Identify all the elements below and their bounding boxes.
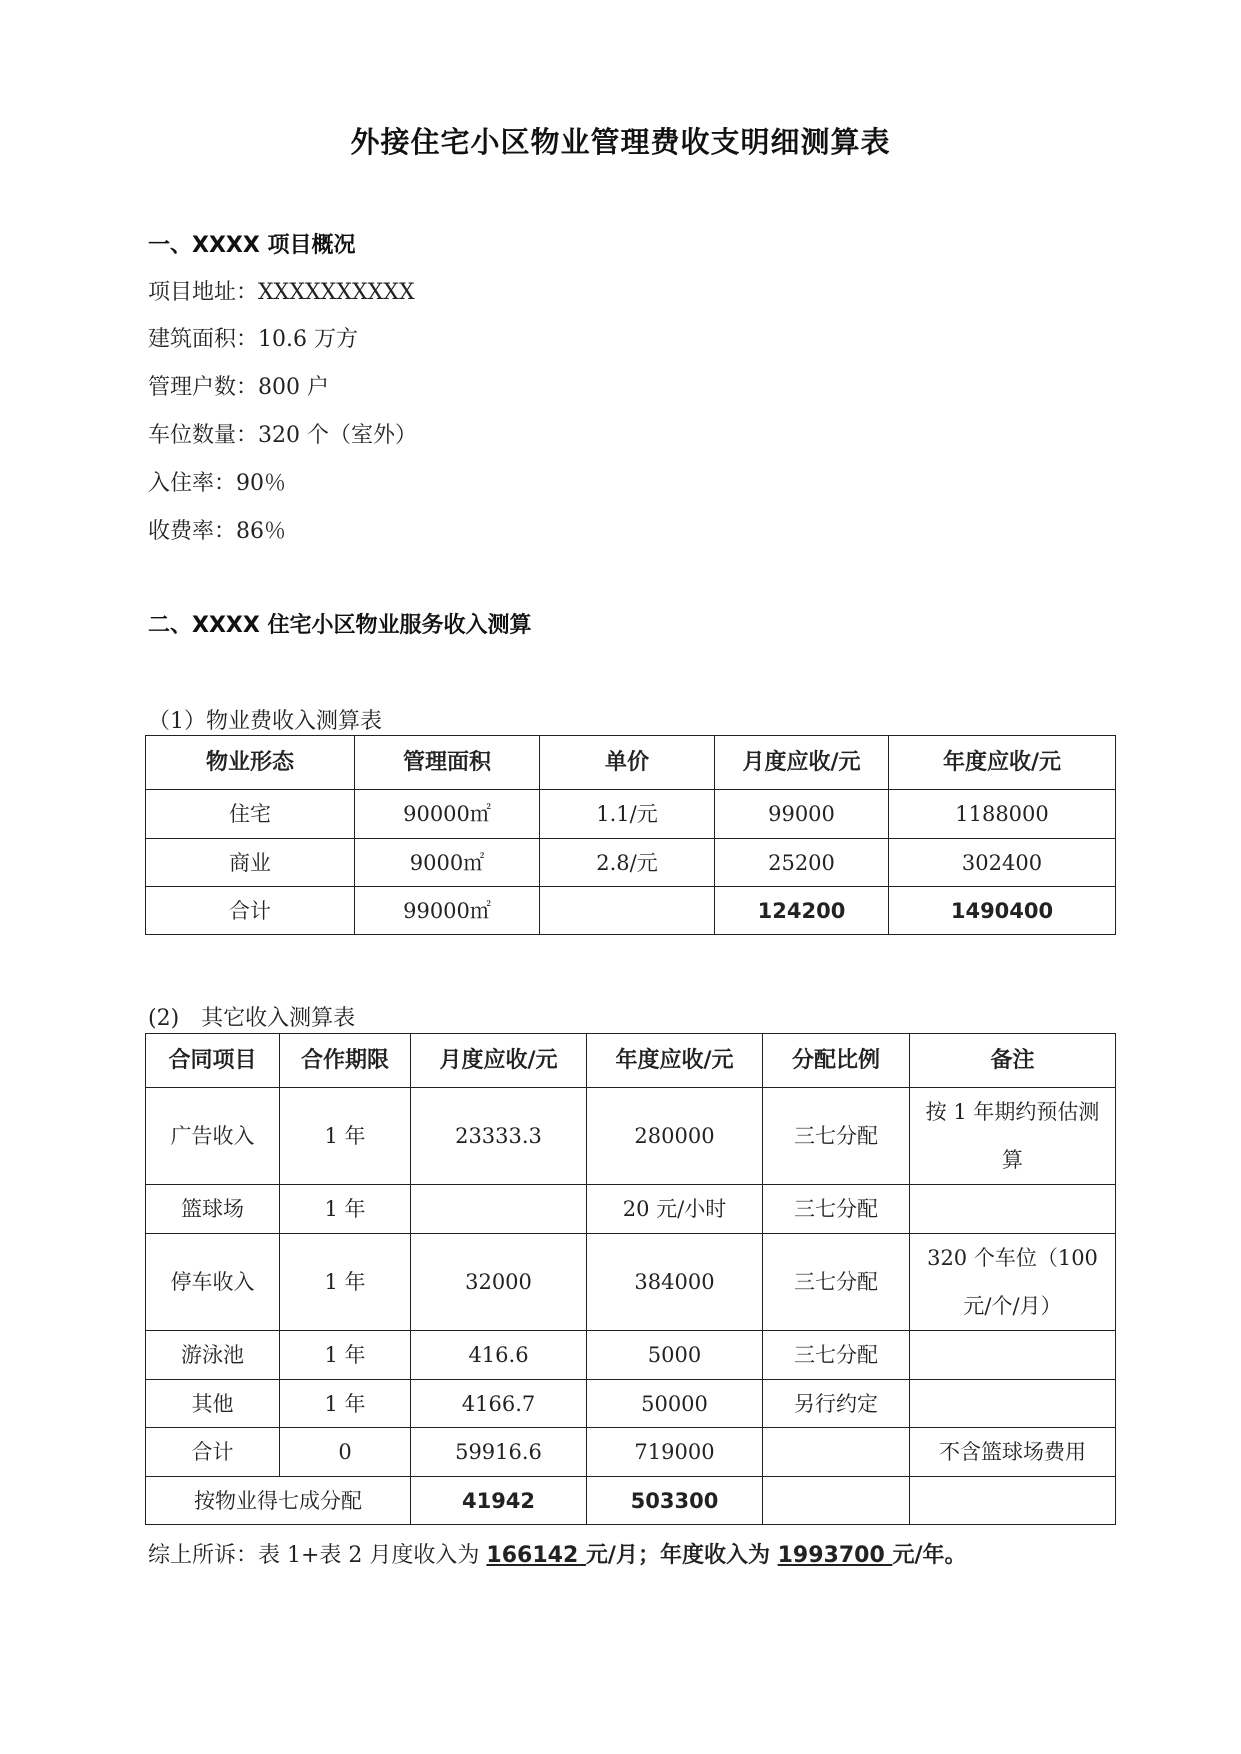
table-row: [146, 1477, 1116, 1525]
table-row: [146, 1428, 1116, 1477]
table-cell: 其他: [146, 1380, 280, 1428]
table2-caption: (2) 其它收入测算表: [148, 1006, 356, 1031]
table-cell: 32000: [411, 1234, 587, 1331]
table-cell: 住宅: [146, 790, 355, 839]
table-cell: 停车收入: [146, 1234, 280, 1331]
table-cell: 302400: [889, 839, 1116, 887]
table1-header: 月度应收/元: [715, 736, 889, 790]
project-address: 项目地址：XXXXXXXXXX: [148, 280, 415, 305]
table-cell: [910, 1380, 1116, 1428]
section2-heading: 二、XXXX 住宅小区物业服务收入测算: [148, 613, 532, 638]
table2-header-row: [146, 1034, 1116, 1088]
monthly-total: 166142: [486, 1543, 586, 1568]
table-cell: 25200: [715, 839, 889, 887]
table1-caption: （1）物业费收入测算表: [148, 709, 382, 734]
table-cell: 5000: [587, 1331, 763, 1380]
table-cell: 1 年: [280, 1380, 411, 1428]
table-row: [146, 790, 1116, 839]
summary-mid: 元/月；年度收入为: [585, 1543, 778, 1568]
table-cell: 1 年: [280, 1331, 411, 1380]
table-cell: [763, 1428, 910, 1477]
table-cell: [910, 1477, 1116, 1525]
table-cell: 384000: [587, 1234, 763, 1331]
table-cell: [411, 1185, 587, 1234]
table-cell: 广告收入: [146, 1088, 280, 1185]
table-cell: 1 年: [280, 1185, 411, 1234]
table-cell: 1.1/元: [540, 790, 715, 839]
table-cell: 1188000: [889, 790, 1116, 839]
table-cell: 0: [280, 1428, 411, 1477]
table-cell: 124200: [715, 887, 889, 935]
table-cell: 合计: [146, 887, 355, 935]
parking-count: 车位数量：320 个（室外）: [148, 423, 417, 448]
table-row: [146, 1331, 1116, 1380]
table2-header: 月度应收/元: [411, 1034, 587, 1088]
annual-total: 1993700: [777, 1543, 893, 1568]
table-row: [146, 1234, 1116, 1331]
table-row: [146, 839, 1116, 887]
table-cell: 按物业得七成分配: [146, 1477, 411, 1525]
table2-header: 年度应收/元: [587, 1034, 763, 1088]
table-cell: 游泳池: [146, 1331, 280, 1380]
table1-header: 物业形态: [146, 736, 355, 790]
table-cell: 320 个车位（100 元/个/月）: [910, 1234, 1116, 1331]
table-cell: 另行约定: [763, 1380, 910, 1428]
summary-line: [148, 1538, 966, 1569]
collection-rate: 收费率：86％: [148, 519, 286, 544]
table-cell: 商业: [146, 839, 355, 887]
table-cell: 416.6: [411, 1331, 587, 1380]
table-cell: [910, 1331, 1116, 1380]
table-cell: 三七分配: [763, 1234, 910, 1331]
household-count: 管理户数：800 户: [148, 375, 329, 400]
table-cell: 41942: [411, 1477, 587, 1525]
table-cell: 503300: [587, 1477, 763, 1525]
building-area: 建筑面积：10.6 万方: [148, 327, 358, 352]
table-row: [146, 1088, 1116, 1185]
table-cell: 90000㎡: [355, 790, 540, 839]
table-cell: 三七分配: [763, 1088, 910, 1185]
table-row: [146, 1185, 1116, 1234]
table-cell: [763, 1477, 910, 1525]
table2-header: 合同项目: [146, 1034, 280, 1088]
table-cell: 50000: [587, 1380, 763, 1428]
other-income-table: [145, 1033, 1116, 1525]
table-cell: 280000: [587, 1088, 763, 1185]
table-cell: 20 元/小时: [587, 1185, 763, 1234]
table1-header-row: [146, 736, 1116, 790]
summary-suffix: 元/年。: [892, 1543, 967, 1568]
table-cell: [910, 1185, 1116, 1234]
summary-prefix: 综上所诉：表 1+表 2 月度收入为: [148, 1543, 487, 1568]
table2-header: 合作期限: [280, 1034, 411, 1088]
table-cell: 三七分配: [763, 1331, 910, 1380]
occupancy-rate: 入住率：90％: [148, 471, 286, 496]
table-cell: 1490400: [889, 887, 1116, 935]
table-cell: 59916.6: [411, 1428, 587, 1477]
table-cell: 不含篮球场费用: [910, 1428, 1116, 1477]
table-cell: 三七分配: [763, 1185, 910, 1234]
section1-heading: 一、XXXX 项目概况: [148, 233, 356, 258]
table-row: [146, 1380, 1116, 1428]
table-row: [146, 887, 1116, 935]
table-cell: 1 年: [280, 1234, 411, 1331]
table-cell: 1 年: [280, 1088, 411, 1185]
table-cell: 4166.7: [411, 1380, 587, 1428]
table-cell: 篮球场: [146, 1185, 280, 1234]
table1-header: 管理面积: [355, 736, 540, 790]
table-cell: 99000: [715, 790, 889, 839]
table-cell: 23333.3: [411, 1088, 587, 1185]
table-cell: [540, 887, 715, 935]
table1-header: 单价: [540, 736, 715, 790]
table-cell: 719000: [587, 1428, 763, 1477]
table1-header: 年度应收/元: [889, 736, 1116, 790]
table-cell: 99000㎡: [355, 887, 540, 935]
property-fee-table: [145, 735, 1116, 935]
table-cell: 按 1 年期约预估测算: [910, 1088, 1116, 1185]
table2-header: 备注: [910, 1034, 1116, 1088]
table-cell: 9000㎡: [355, 839, 540, 887]
page-title: 外接住宅小区物业管理费收支明细测算表: [350, 125, 891, 159]
table-cell: 合计: [146, 1428, 280, 1477]
table-cell: 2.8/元: [540, 839, 715, 887]
table2-header: 分配比例: [763, 1034, 910, 1088]
